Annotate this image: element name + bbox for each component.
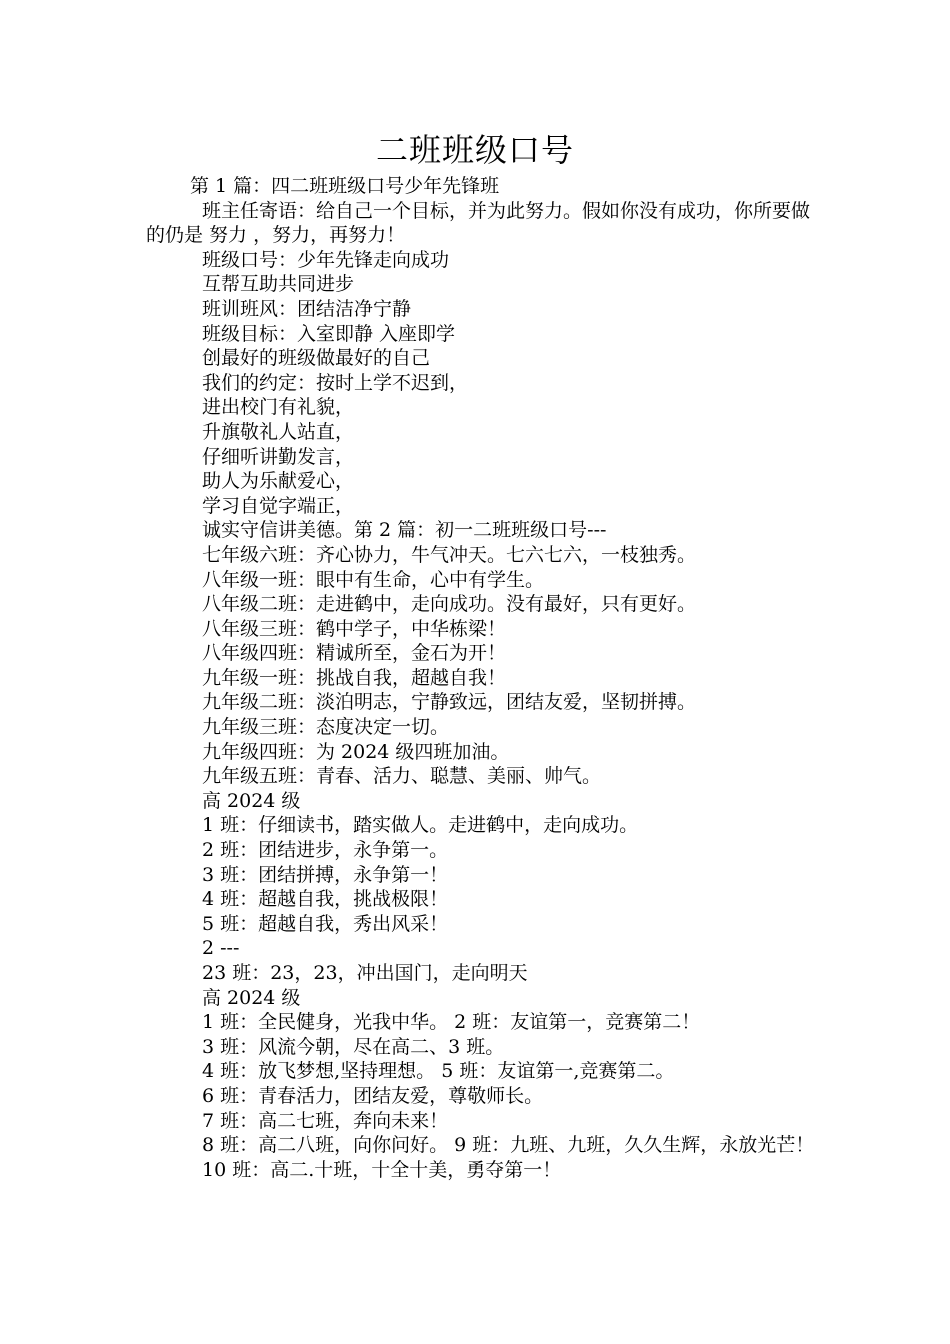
body-line: 1 班：仔细读书，踏实做人。走进鹤中，走向成功。: [202, 814, 639, 837]
body-line: 7 班：高二七班，奔向未来！: [202, 1109, 449, 1132]
body-line: 八年级一班：眼中有生命，心中有学生。: [202, 568, 545, 591]
body-line: 高 2024 级: [202, 789, 301, 812]
body-line: 助人为乐献爱心，: [202, 470, 355, 493]
body-line: 九年级一班：挑战自我，超越自我！: [202, 666, 507, 689]
document-body: [146, 174, 826, 1182]
body-line: 创最好的班级做最好的自己: [202, 347, 431, 370]
body-line: 1 班：全民健身，光我中华。 2 班：友谊第一，竞赛第二！: [202, 1011, 701, 1034]
body-line: 4 班：放飞梦想,坚持理想。 5 班：友谊第一,竞赛第二。: [202, 1060, 675, 1083]
body-line: 2 班：团结进步，永争第一。: [202, 839, 449, 862]
body-line: 2 ---: [202, 937, 240, 960]
body-line: 10 班：高二.十班，十全十美，勇夺第一！: [202, 1158, 562, 1181]
body-line: 6 班：青春活力，团结友爱，尊敬师长。: [202, 1084, 544, 1107]
body-line: 进出校门有礼貌，: [202, 396, 355, 419]
document-title: 二班班级口号: [375, 131, 574, 169]
body-line: 学习自觉字端正，: [202, 494, 355, 517]
body-line: 4 班：超越自我，挑战极限！: [202, 888, 449, 911]
body-line: 九年级二班：淡泊明志，宁静致远，团结友爱，坚韧拼搏。: [202, 691, 697, 714]
body-line: 高 2024 级: [202, 986, 301, 1009]
body-line: 班主任寄语：给自己一个目标，并为此努力。假如你没有成功，你所要做的仍是 努力 ，努力，再努力！: [146, 199, 811, 247]
body-line: 23 班：23，23，冲出国门，走向明天: [202, 962, 528, 984]
body-line: 班级目标：入室即静 入座即学: [202, 322, 456, 345]
body-line: 第 1 篇：四二班班级口号少年先锋班: [190, 175, 500, 197]
body-line: 仔细听讲勤发言，: [202, 445, 355, 468]
body-line: 七年级六班：齐心协力，牛气冲天。七六七六，一枝独秀。: [202, 543, 697, 566]
body-line: 我们的约定：按时上学不迟到，: [202, 371, 469, 394]
body-line: 8 班：高二八班，向你问好。 9 班：九班、九班，久久生辉，永放光芒！: [202, 1134, 815, 1157]
body-line: 3 班：团结拼搏，永争第一！: [202, 863, 449, 886]
body-line: 八年级四班：精诚所至，金石为开！: [202, 642, 507, 665]
body-line: 八年级三班：鹤中学子，中华栋梁！: [202, 617, 507, 640]
body-line: 诚实守信讲美德。第 2 篇：初一二班班级口号---: [202, 519, 607, 542]
body-line: 八年级二班：走进鹤中，走向成功。没有最好，只有更好。: [202, 593, 697, 616]
body-line: 3 班：风流今朝，尽在高二、3 班。: [202, 1035, 505, 1058]
body-line: 班级口号：少年先锋走向成功: [202, 248, 450, 271]
body-line: 5 班：超越自我，秀出风采！: [202, 912, 449, 935]
body-line: 九年级四班：为 2024 级四班加油。: [202, 740, 510, 763]
body-line: 互帮互助共同进步: [202, 273, 355, 296]
body-line: 九年级五班：青春、活力、聪慧、美丽、帅气。: [202, 765, 602, 788]
body-line: 升旗敬礼人站直，: [202, 420, 355, 443]
body-line: 九年级三班：态度决定一切。: [202, 716, 450, 739]
body-line: 班训班风：团结洁净宁静: [202, 297, 412, 320]
